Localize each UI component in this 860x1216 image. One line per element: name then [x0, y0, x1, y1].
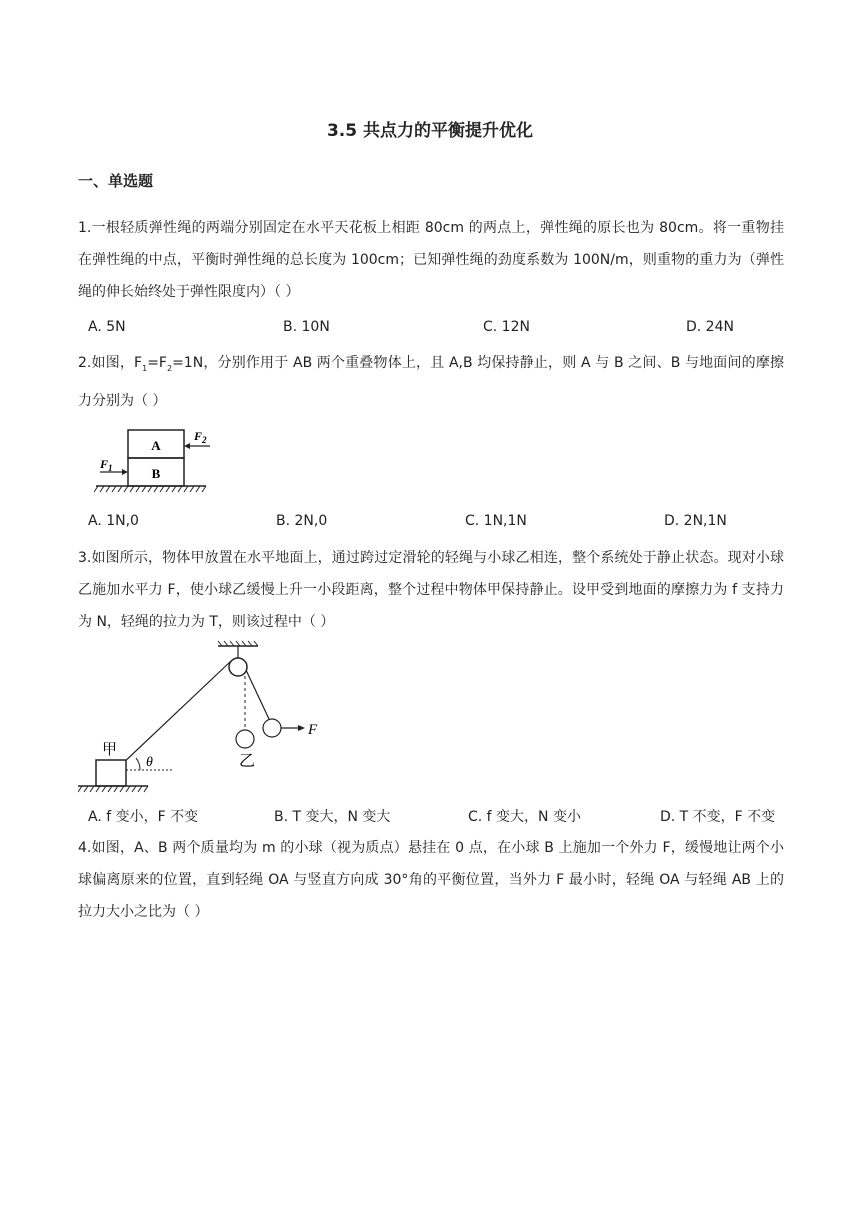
- option-a: A. 5N: [88, 319, 126, 335]
- section-heading: 一、单选题: [78, 172, 154, 190]
- question-3-text: 3.如图所示，物体甲放置在水平地面上，通过跨过定滑轮的轻绳与小球乙相连，整个系统处于静止状态。现对小球乙施加水平力 F，使小球乙缓慢上升一小段距离，整个过程中物体甲保持静止。设甲受到地面的摩擦力为 f 支持力为 N，轻绳的拉力为 T，则该过程中（ ）: [78, 550, 784, 630]
- force-label: F: [308, 722, 318, 738]
- stacked-blocks-figure: [94, 424, 214, 506]
- option-d: D. T 不变，F 不变: [660, 809, 776, 825]
- pulley: [229, 658, 247, 676]
- jia-block: [96, 760, 126, 786]
- force-arrowhead: [298, 725, 305, 731]
- block-a-label: A: [151, 438, 161, 453]
- option-d: D. 24N: [686, 319, 734, 335]
- f2-label: $F_2$: [194, 429, 207, 445]
- option-d: D. 2N,1N: [664, 513, 727, 529]
- option-c: C. f 变大，N 变小: [468, 809, 581, 825]
- f1-arrowhead: [122, 469, 128, 475]
- jia-label: 甲: [102, 740, 118, 758]
- option-c: C. 1N,1N: [465, 513, 527, 529]
- question-3-options: [88, 806, 788, 828]
- block-b-label: B: [151, 466, 161, 481]
- yi-ball: [263, 719, 281, 737]
- option-c: C. 12N: [483, 319, 530, 335]
- f1-label: $F_1$: [100, 457, 113, 473]
- ground-hatching: [78, 786, 148, 792]
- option-a: A. f 变小，F 不变: [88, 809, 199, 825]
- f2-arrowhead: [184, 443, 190, 449]
- theta-label: θ: [146, 755, 153, 770]
- option-b: B. 2N,0: [276, 513, 328, 529]
- option-b: B. 10N: [283, 319, 330, 335]
- page-title: 3.5 共点力的平衡提升优化: [326, 121, 534, 141]
- option-a: A. 1N,0: [88, 513, 139, 529]
- question-2-text: 2.如图，$F_1=F_2=1N$，分别作用于 AB 两个重叠物体上，且 A,B 均保持静止，则 A 与 B 之间、B 与地面间的摩擦力分别为（ ）: [78, 355, 784, 409]
- yi-label: 乙: [239, 751, 256, 770]
- rope-to-jia: [120, 661, 231, 766]
- angle-arc: [136, 758, 140, 770]
- ground-hatching: [94, 486, 206, 492]
- question-1-text: 1.一根轻质弹性绳的两端分别固定在水平天花板上相距 80cm 的两点上，弹性绳的原长也为 80cm。将一重物挂在弹性绳的中点，平衡时弹性绳的总长度为 100cm；已知弹性绳的劲度系数为 100N/m，则重物的重力为（弹性绳的伸长始终处于弹性限度内）（ ）: [78, 220, 784, 300]
- question-4-text: 4.如图，A、B 两个质量均为 m 的小球（视为质点）悬挂在 0 点，在小球 B 上施加一个外力 F，缓慢地让两个小球偏离原来的位置，直到轻绳 OA 与竖直方向成 30°角的平衡位置，当外力 F 最小时，轻绳 OA 与轻绳 AB 上的拉力大小之比为（ ）: [78, 840, 784, 920]
- question-2-options: [88, 513, 788, 535]
- question-1-options: [88, 319, 788, 341]
- rope-to-yi: [246, 670, 269, 719]
- yi-ball-original: [236, 730, 254, 748]
- pulley-figure: [78, 640, 338, 796]
- option-b: B. T 变大，N 变大: [274, 809, 391, 825]
